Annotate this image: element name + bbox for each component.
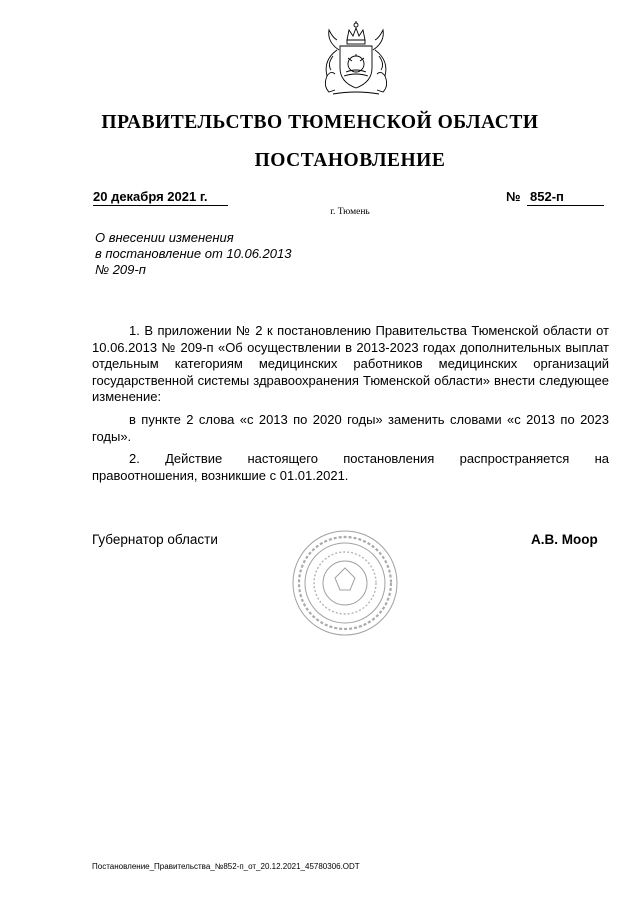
document-subject — [95, 230, 291, 278]
organization-title: ПРАВИТЕЛЬСТВО ТЮМЕНСКОЙ ОБЛАСТИ — [101, 112, 539, 133]
subject-line: в постановление от 10.06.2013 — [95, 246, 292, 261]
footer-filename: Постановление_Правительства_№852-п_от_20.12.2021_45780306.ODT — [92, 862, 360, 871]
document-number: 852-п — [527, 189, 604, 206]
subject-line: № 209-п — [95, 262, 146, 277]
body-paragraph-1: 1. В приложении № 2 к постановлению Правительства Тюменской области от 10.06.2013 № 209-п «Об осуществлении в 2013-2023 годах дополнительных выплат отдельным категориям медицинских работников медицинских организаций государственной системы здравоохранения Тюменской области» внести следующее изменение: — [92, 323, 609, 404]
signer-position: Губернатор области — [92, 532, 218, 547]
document-date: 20 декабря 2021 г. — [93, 189, 228, 206]
subject-line: О внесении изменения — [95, 230, 234, 245]
coat-of-arms-icon — [313, 20, 399, 100]
body-paragraph-2: в пункте 2 слова «с 2013 по 2020 годы» заменить словами «с 2013 по 2023 годы». — [92, 412, 609, 444]
signer-name: А.В. Моор — [531, 532, 598, 547]
number-sign: № — [506, 189, 521, 204]
official-seal-icon — [290, 528, 400, 638]
document-type-title: ПОСТАНОВЛЕНИЕ — [254, 150, 446, 171]
body-paragraph-3: 2. Действие настоящего постановления распространяется на правоотношения, возникшие с 01.01.2021. — [92, 451, 609, 483]
city-label: г. Тюмень — [330, 207, 370, 217]
